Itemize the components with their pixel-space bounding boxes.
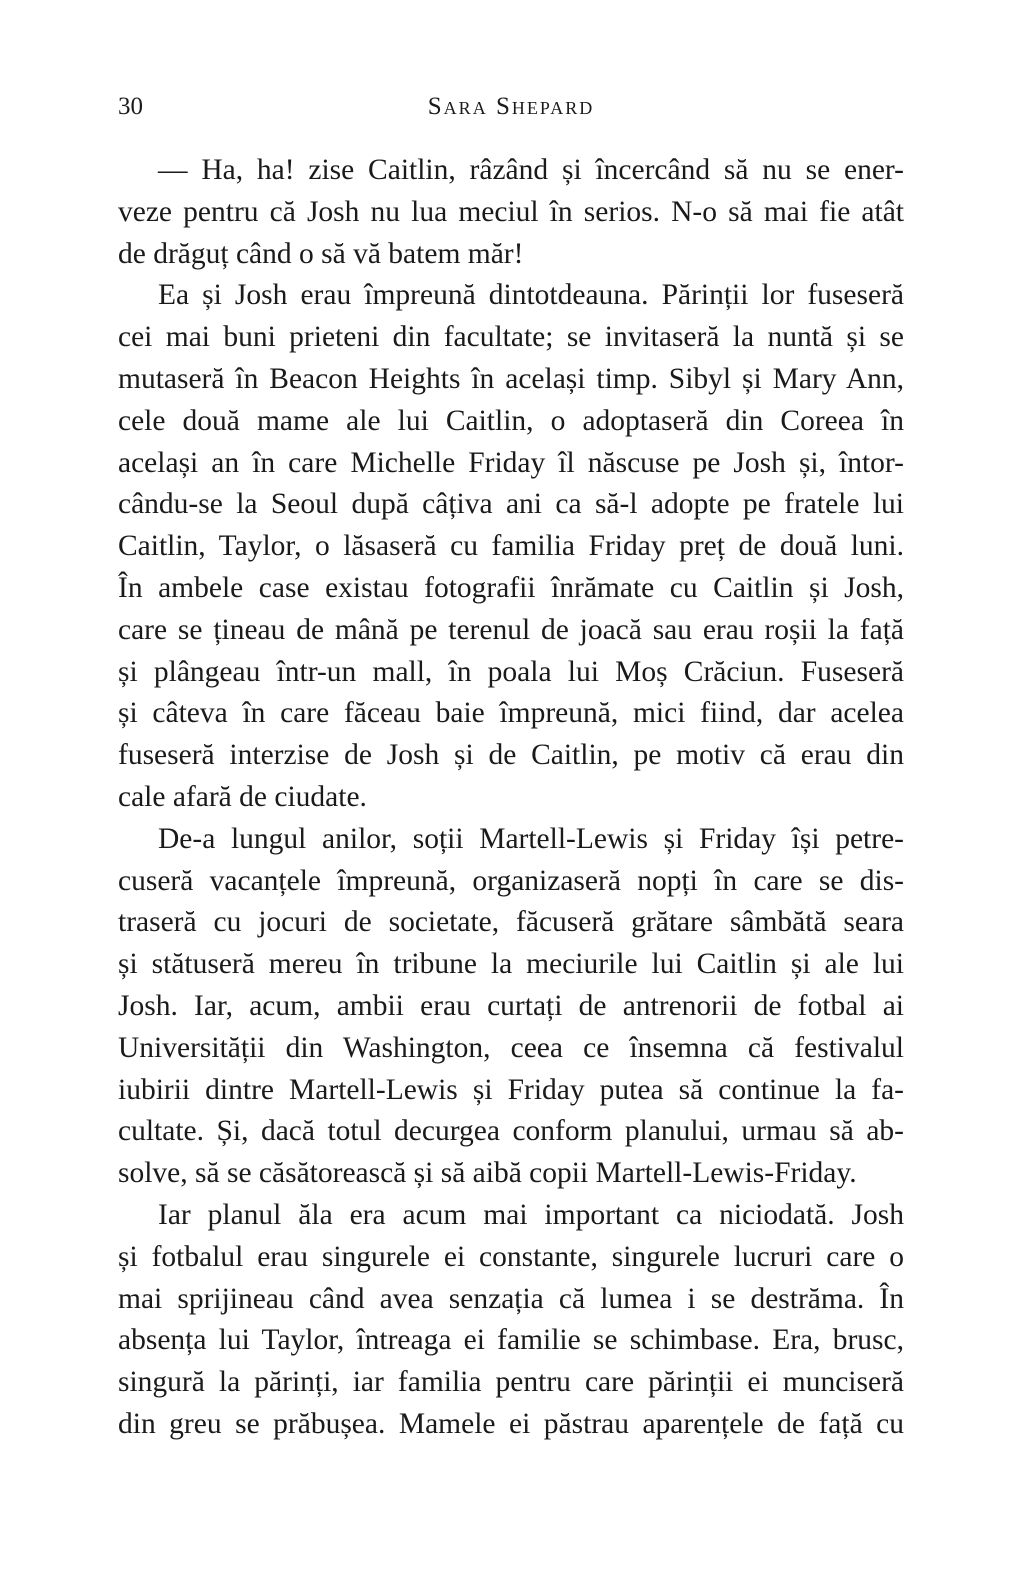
text-line: Josh. Iar, acum, ambii erau curtați de antrenorii de fotbal ai (118, 989, 904, 1022)
text-line: și plângeau într-un mall, în poala lui Moș Crăciun. Fuseseră (118, 655, 904, 688)
text-line: traseră cu jocuri de societate, făcuseră grătare sâmbătă seara (118, 906, 904, 939)
text-line: De-a lungul anilor, soții Martell-Lewis și Friday își petre- (158, 822, 904, 855)
text-line: cele două mame ale lui Caitlin, o adoptaseră din Coreea în (118, 404, 904, 437)
text-line: mai sprijineau când avea senzația că lumea i se destrăma. În (118, 1282, 904, 1315)
text-line: iubirii dintre Martell-Lewis și Friday putea să continue la fa- (118, 1073, 904, 1106)
page-number: 30 (118, 93, 143, 120)
text-line: Universității din Washington, ceea ce însemna că festivalul (118, 1031, 904, 1064)
text-line: absența lui Taylor, întreaga ei familie se schimbase. Era, brusc, (118, 1324, 904, 1357)
page-header (118, 92, 904, 126)
text-line: Iar planul ăla era acum mai important ca niciodată. Josh (158, 1198, 904, 1231)
running-head-author: Sara Shepard (427, 93, 595, 120)
text-line: același an în care Michelle Friday îl născuse pe Josh și, întor- (118, 446, 904, 479)
text-line: Ea și Josh erau împreună dintotdeauna. Părinții lor fuseseră (158, 279, 904, 312)
text-line: În ambele case existau fotografii înrămate cu Caitlin și Josh, (118, 571, 904, 604)
text-line: cuseră vacanțele împreună, organizaseră nopți în care se dis- (118, 864, 904, 897)
text-line: care se țineau de mână pe terenul de joacă sau erau roșii la față (118, 613, 904, 646)
text-line: solve, să se căsătorească și să aibă copii Martell-Lewis-Friday. (118, 1157, 857, 1190)
text-line: fuseseră interzise de Josh și de Caitlin, pe motiv că erau din (118, 739, 904, 772)
text-line: Caitlin, Taylor, o lăsaseră cu familia Friday preț de două luni. (118, 530, 904, 563)
text-line: mutaseră în Beacon Heights în același timp. Sibyl și Mary Ann, (118, 362, 904, 395)
paragraph (118, 819, 904, 1195)
text-line: singură la părinți, iar familia pentru care părinții ei munciseră (118, 1366, 904, 1399)
text-line: și stătuseră mereu în tribune la meciurile lui Caitlin și ale lui (118, 948, 904, 981)
text-line: — Ha, ha! zise Caitlin, râzând și încercând să nu se ener- (158, 154, 904, 186)
text-line: veze pentru că Josh nu lua meciul în serios. N-o să mai fie atât (118, 195, 904, 228)
paragraph (118, 1195, 904, 1446)
body-text (118, 150, 904, 1446)
text-line: cale afară de ciudate. (118, 780, 367, 813)
paragraph (118, 150, 904, 275)
text-line: cultate. Și, dacă totul decurgea conform planului, urmau să ab- (118, 1115, 904, 1148)
text-line: și câteva în care făceau baie împreună, mici fiind, dar acelea (118, 697, 904, 730)
text-line: cei mai buni prieteni din facultate; se invitaseră la nuntă și se (118, 321, 904, 354)
text-line: și fotbalul erau singurele ei constante, singurele lucruri care o (118, 1240, 904, 1273)
text-line: cându-se la Seoul după câțiva ani ca să-l adopte pe fratele lui (118, 488, 904, 521)
paragraph (118, 275, 904, 818)
text-line: din greu se prăbușea. Mamele ei păstrau aparențele de față cu (118, 1407, 904, 1440)
text-line: de drăguț când o să vă batem măr! (118, 237, 524, 270)
